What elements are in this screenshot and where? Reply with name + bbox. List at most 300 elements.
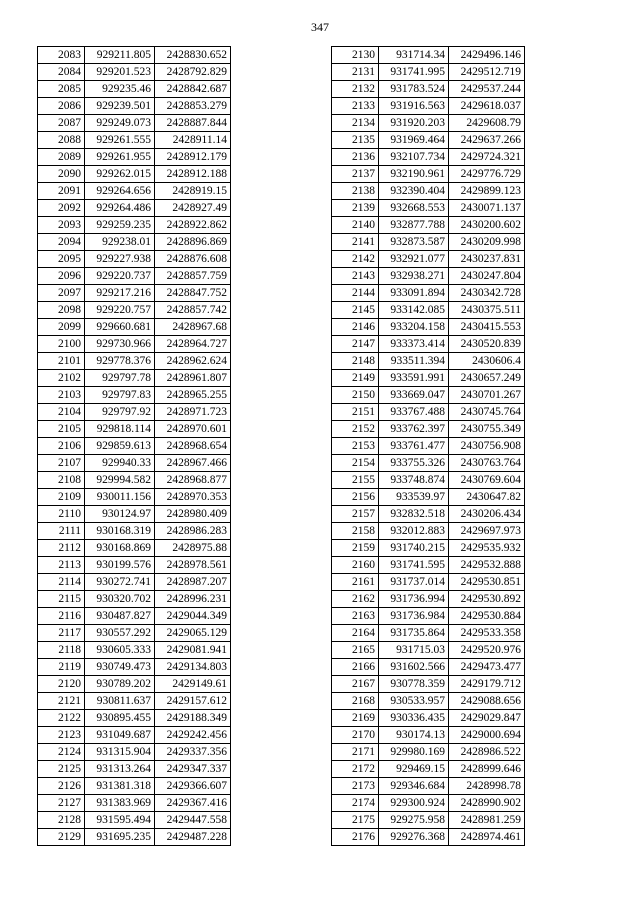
table-row [38, 302, 231, 319]
x-coordinate-cell: 933204.158 [379, 319, 449, 336]
table-row [38, 591, 231, 608]
table-row [332, 608, 525, 625]
point-number-cell: 2129 [38, 829, 85, 846]
table-row [38, 625, 231, 642]
x-coordinate-cell: 929818.114 [85, 421, 155, 438]
point-number-cell: 2089 [38, 149, 85, 166]
point-number-cell: 2094 [38, 234, 85, 251]
x-coordinate-cell: 929211.805 [85, 47, 155, 64]
y-coordinate-cell: 2428853.279 [155, 98, 231, 115]
y-coordinate-cell: 2428912.188 [155, 166, 231, 183]
table-row [38, 81, 231, 98]
y-coordinate-cell: 2428857.742 [155, 302, 231, 319]
point-number-cell: 2102 [38, 370, 85, 387]
y-coordinate-cell: 2428964.727 [155, 336, 231, 353]
table-row [38, 98, 231, 115]
x-coordinate-cell: 929994.582 [85, 472, 155, 489]
y-coordinate-cell: 2428986.522 [449, 744, 525, 761]
y-coordinate-cell: 2428990.902 [449, 795, 525, 812]
x-coordinate-cell: 932877.788 [379, 217, 449, 234]
y-coordinate-cell: 2430745.764 [449, 404, 525, 421]
point-number-cell: 2154 [332, 455, 379, 472]
x-coordinate-cell: 930749.473 [85, 659, 155, 676]
x-coordinate-cell: 931736.994 [379, 591, 449, 608]
x-coordinate-cell: 933761.477 [379, 438, 449, 455]
y-coordinate-cell: 2428896.869 [155, 234, 231, 251]
point-number-cell: 2144 [332, 285, 379, 302]
x-coordinate-cell: 931735.864 [379, 625, 449, 642]
table-row [38, 268, 231, 285]
y-coordinate-cell: 2428981.259 [449, 812, 525, 829]
point-number-cell: 2127 [38, 795, 85, 812]
table-row [332, 421, 525, 438]
point-number-cell: 2159 [332, 540, 379, 557]
table-row [38, 557, 231, 574]
y-coordinate-cell: 2428967.466 [155, 455, 231, 472]
y-coordinate-cell: 2429532.888 [449, 557, 525, 574]
x-coordinate-cell: 932938.271 [379, 268, 449, 285]
table-row [38, 166, 231, 183]
y-coordinate-cell: 2429899.123 [449, 183, 525, 200]
y-coordinate-cell: 2430647.82 [449, 489, 525, 506]
point-number-cell: 2101 [38, 353, 85, 370]
point-number-cell: 2106 [38, 438, 85, 455]
x-coordinate-cell: 929660.681 [85, 319, 155, 336]
x-coordinate-cell: 933767.488 [379, 404, 449, 421]
y-coordinate-cell: 2429520.976 [449, 642, 525, 659]
table-row [38, 812, 231, 829]
point-number-cell: 2165 [332, 642, 379, 659]
y-coordinate-cell: 2430247.804 [449, 268, 525, 285]
y-coordinate-cell: 2429637.266 [449, 132, 525, 149]
x-coordinate-cell: 933762.397 [379, 421, 449, 438]
y-coordinate-cell: 2429530.851 [449, 574, 525, 591]
table-row [332, 183, 525, 200]
x-coordinate-cell: 929797.78 [85, 370, 155, 387]
table-row [38, 285, 231, 302]
x-coordinate-cell: 929730.966 [85, 336, 155, 353]
point-number-cell: 2093 [38, 217, 85, 234]
point-number-cell: 2113 [38, 557, 85, 574]
table-row [332, 642, 525, 659]
x-coordinate-cell: 929220.737 [85, 268, 155, 285]
table-row [38, 353, 231, 370]
x-coordinate-cell: 930320.702 [85, 591, 155, 608]
table-row [332, 489, 525, 506]
table-row [332, 285, 525, 302]
x-coordinate-cell: 931381.318 [85, 778, 155, 795]
x-coordinate-cell: 929797.92 [85, 404, 155, 421]
x-coordinate-cell: 932921.077 [379, 251, 449, 268]
point-number-cell: 2086 [38, 98, 85, 115]
table-row [38, 727, 231, 744]
table-row [38, 761, 231, 778]
y-coordinate-cell: 2429242.456 [155, 727, 231, 744]
point-number-cell: 2167 [332, 676, 379, 693]
table-row [38, 251, 231, 268]
x-coordinate-cell: 933755.326 [379, 455, 449, 472]
point-number-cell: 2163 [332, 608, 379, 625]
point-number-cell: 2125 [38, 761, 85, 778]
x-coordinate-cell: 930199.576 [85, 557, 155, 574]
x-coordinate-cell: 933669.047 [379, 387, 449, 404]
x-coordinate-cell: 930174.13 [379, 727, 449, 744]
y-coordinate-cell: 2429618.037 [449, 98, 525, 115]
point-number-cell: 2139 [332, 200, 379, 217]
x-coordinate-cell: 929220.757 [85, 302, 155, 319]
point-number-cell: 2168 [332, 693, 379, 710]
table-row [332, 166, 525, 183]
table-row [332, 693, 525, 710]
table-row [38, 506, 231, 523]
x-coordinate-cell: 930789.202 [85, 676, 155, 693]
point-number-cell: 2110 [38, 506, 85, 523]
y-coordinate-cell: 2430756.908 [449, 438, 525, 455]
table-row [332, 404, 525, 421]
table-row [38, 64, 231, 81]
point-number-cell: 2128 [38, 812, 85, 829]
table-row [38, 829, 231, 846]
x-coordinate-cell: 929201.523 [85, 64, 155, 81]
point-number-cell: 2149 [332, 370, 379, 387]
point-number-cell: 2121 [38, 693, 85, 710]
point-number-cell: 2172 [332, 761, 379, 778]
x-coordinate-cell: 931916.563 [379, 98, 449, 115]
x-coordinate-cell: 930168.319 [85, 523, 155, 540]
point-number-cell: 2131 [332, 64, 379, 81]
point-number-cell: 2156 [332, 489, 379, 506]
point-number-cell: 2083 [38, 47, 85, 64]
y-coordinate-cell: 2429487.228 [155, 829, 231, 846]
x-coordinate-cell: 930811.637 [85, 693, 155, 710]
y-coordinate-cell: 2429530.884 [449, 608, 525, 625]
point-number-cell: 2132 [332, 81, 379, 98]
y-coordinate-cell: 2428792.829 [155, 64, 231, 81]
table-row [332, 659, 525, 676]
table-row [332, 625, 525, 642]
x-coordinate-cell: 932012.883 [379, 523, 449, 540]
y-coordinate-cell: 2428922.862 [155, 217, 231, 234]
point-number-cell: 2160 [332, 557, 379, 574]
x-coordinate-cell: 929469.15 [379, 761, 449, 778]
x-coordinate-cell: 933748.874 [379, 472, 449, 489]
x-coordinate-cell: 929275.958 [379, 812, 449, 829]
point-number-cell: 2175 [332, 812, 379, 829]
table-row [332, 472, 525, 489]
point-number-cell: 2100 [38, 336, 85, 353]
point-number-cell: 2119 [38, 659, 85, 676]
table-row [38, 778, 231, 795]
point-number-cell: 2105 [38, 421, 85, 438]
table-row [332, 727, 525, 744]
y-coordinate-cell: 2428974.461 [449, 829, 525, 846]
table-row [332, 98, 525, 115]
x-coordinate-cell: 929264.656 [85, 183, 155, 200]
point-number-cell: 2142 [332, 251, 379, 268]
point-number-cell: 2134 [332, 115, 379, 132]
x-coordinate-cell: 931714.34 [379, 47, 449, 64]
y-coordinate-cell: 2430200.602 [449, 217, 525, 234]
x-coordinate-cell: 929259.235 [85, 217, 155, 234]
table-row [332, 387, 525, 404]
y-coordinate-cell: 2430209.998 [449, 234, 525, 251]
y-coordinate-cell: 2430206.434 [449, 506, 525, 523]
point-number-cell: 2118 [38, 642, 85, 659]
y-coordinate-cell: 2428887.844 [155, 115, 231, 132]
x-coordinate-cell: 929235.46 [85, 81, 155, 98]
x-coordinate-cell: 931783.524 [379, 81, 449, 98]
y-coordinate-cell: 2429496.146 [449, 47, 525, 64]
point-number-cell: 2141 [332, 234, 379, 251]
x-coordinate-cell: 929264.486 [85, 200, 155, 217]
point-number-cell: 2114 [38, 574, 85, 591]
table-row [38, 744, 231, 761]
y-coordinate-cell: 2428830.652 [155, 47, 231, 64]
table-row [332, 812, 525, 829]
y-coordinate-cell: 2428968.877 [155, 472, 231, 489]
x-coordinate-cell: 930168.869 [85, 540, 155, 557]
point-number-cell: 2145 [332, 302, 379, 319]
point-number-cell: 2124 [38, 744, 85, 761]
y-coordinate-cell: 2429776.729 [449, 166, 525, 183]
x-coordinate-cell: 931740.215 [379, 540, 449, 557]
point-number-cell: 2092 [38, 200, 85, 217]
y-coordinate-cell: 2429000.694 [449, 727, 525, 744]
y-coordinate-cell: 2429535.932 [449, 540, 525, 557]
point-number-cell: 2151 [332, 404, 379, 421]
y-coordinate-cell: 2429366.607 [155, 778, 231, 795]
y-coordinate-cell: 2428970.601 [155, 421, 231, 438]
coordinate-table-right-body [332, 47, 525, 846]
point-number-cell: 2115 [38, 591, 85, 608]
y-coordinate-cell: 2429447.558 [155, 812, 231, 829]
point-number-cell: 2148 [332, 353, 379, 370]
point-number-cell: 2140 [332, 217, 379, 234]
table-row [332, 438, 525, 455]
coordinate-table-left-body [38, 47, 231, 846]
y-coordinate-cell: 2429081.941 [155, 642, 231, 659]
x-coordinate-cell: 929262.015 [85, 166, 155, 183]
point-number-cell: 2173 [332, 778, 379, 795]
point-number-cell: 2123 [38, 727, 85, 744]
y-coordinate-cell: 2428927.49 [155, 200, 231, 217]
point-number-cell: 2161 [332, 574, 379, 591]
x-coordinate-cell: 929261.955 [85, 149, 155, 166]
y-coordinate-cell: 2430415.553 [449, 319, 525, 336]
y-coordinate-cell: 2428971.723 [155, 404, 231, 421]
table-row [332, 540, 525, 557]
table-row [38, 455, 231, 472]
table-row [332, 761, 525, 778]
x-coordinate-cell: 932668.553 [379, 200, 449, 217]
y-coordinate-cell: 2428967.68 [155, 319, 231, 336]
x-coordinate-cell: 930487.827 [85, 608, 155, 625]
y-coordinate-cell: 2429337.356 [155, 744, 231, 761]
point-number-cell: 2084 [38, 64, 85, 81]
x-coordinate-cell: 930895.455 [85, 710, 155, 727]
table-row [38, 523, 231, 540]
x-coordinate-cell: 929346.684 [379, 778, 449, 795]
table-row [332, 370, 525, 387]
point-number-cell: 2143 [332, 268, 379, 285]
point-number-cell: 2176 [332, 829, 379, 846]
table-row [332, 217, 525, 234]
table-row [38, 472, 231, 489]
y-coordinate-cell: 2428975.88 [155, 540, 231, 557]
table-row [38, 404, 231, 421]
point-number-cell: 2133 [332, 98, 379, 115]
table-row [38, 217, 231, 234]
x-coordinate-cell: 931920.203 [379, 115, 449, 132]
point-number-cell: 2103 [38, 387, 85, 404]
y-coordinate-cell: 2428978.561 [155, 557, 231, 574]
table-row [38, 132, 231, 149]
x-coordinate-cell: 933511.394 [379, 353, 449, 370]
y-coordinate-cell: 2430769.604 [449, 472, 525, 489]
y-coordinate-cell: 2429533.358 [449, 625, 525, 642]
y-coordinate-cell: 2428968.654 [155, 438, 231, 455]
table-row [38, 438, 231, 455]
y-coordinate-cell: 2429029.847 [449, 710, 525, 727]
point-number-cell: 2097 [38, 285, 85, 302]
table-row [38, 47, 231, 64]
x-coordinate-cell: 930011.156 [85, 489, 155, 506]
y-coordinate-cell: 2428999.646 [449, 761, 525, 778]
table-row [38, 608, 231, 625]
table-row [332, 506, 525, 523]
x-coordinate-cell: 929249.073 [85, 115, 155, 132]
y-coordinate-cell: 2428857.759 [155, 268, 231, 285]
point-number-cell: 2136 [332, 149, 379, 166]
point-number-cell: 2088 [38, 132, 85, 149]
point-number-cell: 2135 [332, 132, 379, 149]
point-number-cell: 2096 [38, 268, 85, 285]
y-coordinate-cell: 2428876.608 [155, 251, 231, 268]
page-number: 347 [311, 20, 329, 34]
x-coordinate-cell: 930533.957 [379, 693, 449, 710]
x-coordinate-cell: 929859.613 [85, 438, 155, 455]
point-number-cell: 2152 [332, 421, 379, 438]
coordinate-table-left [37, 46, 231, 846]
table-row [332, 251, 525, 268]
y-coordinate-cell: 2430657.249 [449, 370, 525, 387]
point-number-cell: 2122 [38, 710, 85, 727]
point-number-cell: 2117 [38, 625, 85, 642]
point-number-cell: 2120 [38, 676, 85, 693]
table-row [38, 659, 231, 676]
table-row [332, 591, 525, 608]
y-coordinate-cell: 2429530.892 [449, 591, 525, 608]
y-coordinate-cell: 2428847.752 [155, 285, 231, 302]
table-row [38, 489, 231, 506]
point-number-cell: 2109 [38, 489, 85, 506]
point-number-cell: 2116 [38, 608, 85, 625]
point-number-cell: 2137 [332, 166, 379, 183]
y-coordinate-cell: 2429065.129 [155, 625, 231, 642]
table-row [38, 676, 231, 693]
x-coordinate-cell: 929940.33 [85, 455, 155, 472]
table-row [332, 319, 525, 336]
x-coordinate-cell: 931049.687 [85, 727, 155, 744]
x-coordinate-cell: 929227.938 [85, 251, 155, 268]
y-coordinate-cell: 2428962.624 [155, 353, 231, 370]
table-row [332, 47, 525, 64]
y-coordinate-cell: 2430520.839 [449, 336, 525, 353]
y-coordinate-cell: 2429149.61 [155, 676, 231, 693]
y-coordinate-cell: 2429473.477 [449, 659, 525, 676]
x-coordinate-cell: 931737.014 [379, 574, 449, 591]
table-row [332, 795, 525, 812]
point-number-cell: 2170 [332, 727, 379, 744]
point-number-cell: 2091 [38, 183, 85, 200]
table-row [38, 200, 231, 217]
point-number-cell: 2108 [38, 472, 85, 489]
table-row [332, 115, 525, 132]
x-coordinate-cell: 930557.292 [85, 625, 155, 642]
table-row [38, 693, 231, 710]
x-coordinate-cell: 933091.894 [379, 285, 449, 302]
table-row [332, 353, 525, 370]
x-coordinate-cell: 930778.359 [379, 676, 449, 693]
y-coordinate-cell: 2429608.79 [449, 115, 525, 132]
table-row [332, 64, 525, 81]
point-number-cell: 2104 [38, 404, 85, 421]
table-row [332, 455, 525, 472]
point-number-cell: 2153 [332, 438, 379, 455]
table-row [332, 302, 525, 319]
table-row [332, 523, 525, 540]
y-coordinate-cell: 2428986.283 [155, 523, 231, 540]
table-row [38, 370, 231, 387]
x-coordinate-cell: 932190.961 [379, 166, 449, 183]
point-number-cell: 2090 [38, 166, 85, 183]
coordinate-table-right [331, 46, 525, 846]
x-coordinate-cell: 931313.264 [85, 761, 155, 778]
table-row [332, 710, 525, 727]
table-row [332, 829, 525, 846]
x-coordinate-cell: 930272.741 [85, 574, 155, 591]
point-number-cell: 2147 [332, 336, 379, 353]
y-coordinate-cell: 2429697.973 [449, 523, 525, 540]
point-number-cell: 2150 [332, 387, 379, 404]
x-coordinate-cell: 933142.085 [379, 302, 449, 319]
y-coordinate-cell: 2430606.4 [449, 353, 525, 370]
table-row [332, 744, 525, 761]
y-coordinate-cell: 2428998.78 [449, 778, 525, 795]
x-coordinate-cell: 931595.494 [85, 812, 155, 829]
y-coordinate-cell: 2428987.207 [155, 574, 231, 591]
point-number-cell: 2157 [332, 506, 379, 523]
x-coordinate-cell: 930605.333 [85, 642, 155, 659]
table-row [332, 574, 525, 591]
table-row [38, 795, 231, 812]
table-row [332, 557, 525, 574]
y-coordinate-cell: 2429188.349 [155, 710, 231, 727]
y-coordinate-cell: 2429537.244 [449, 81, 525, 98]
table-row [38, 336, 231, 353]
y-coordinate-cell: 2430763.764 [449, 455, 525, 472]
point-number-cell: 2098 [38, 302, 85, 319]
y-coordinate-cell: 2428842.687 [155, 81, 231, 98]
x-coordinate-cell: 931315.904 [85, 744, 155, 761]
table-row [38, 421, 231, 438]
x-coordinate-cell: 931715.03 [379, 642, 449, 659]
y-coordinate-cell: 2428912.179 [155, 149, 231, 166]
point-number-cell: 2174 [332, 795, 379, 812]
y-coordinate-cell: 2428980.409 [155, 506, 231, 523]
x-coordinate-cell: 931969.464 [379, 132, 449, 149]
table-row [332, 234, 525, 251]
